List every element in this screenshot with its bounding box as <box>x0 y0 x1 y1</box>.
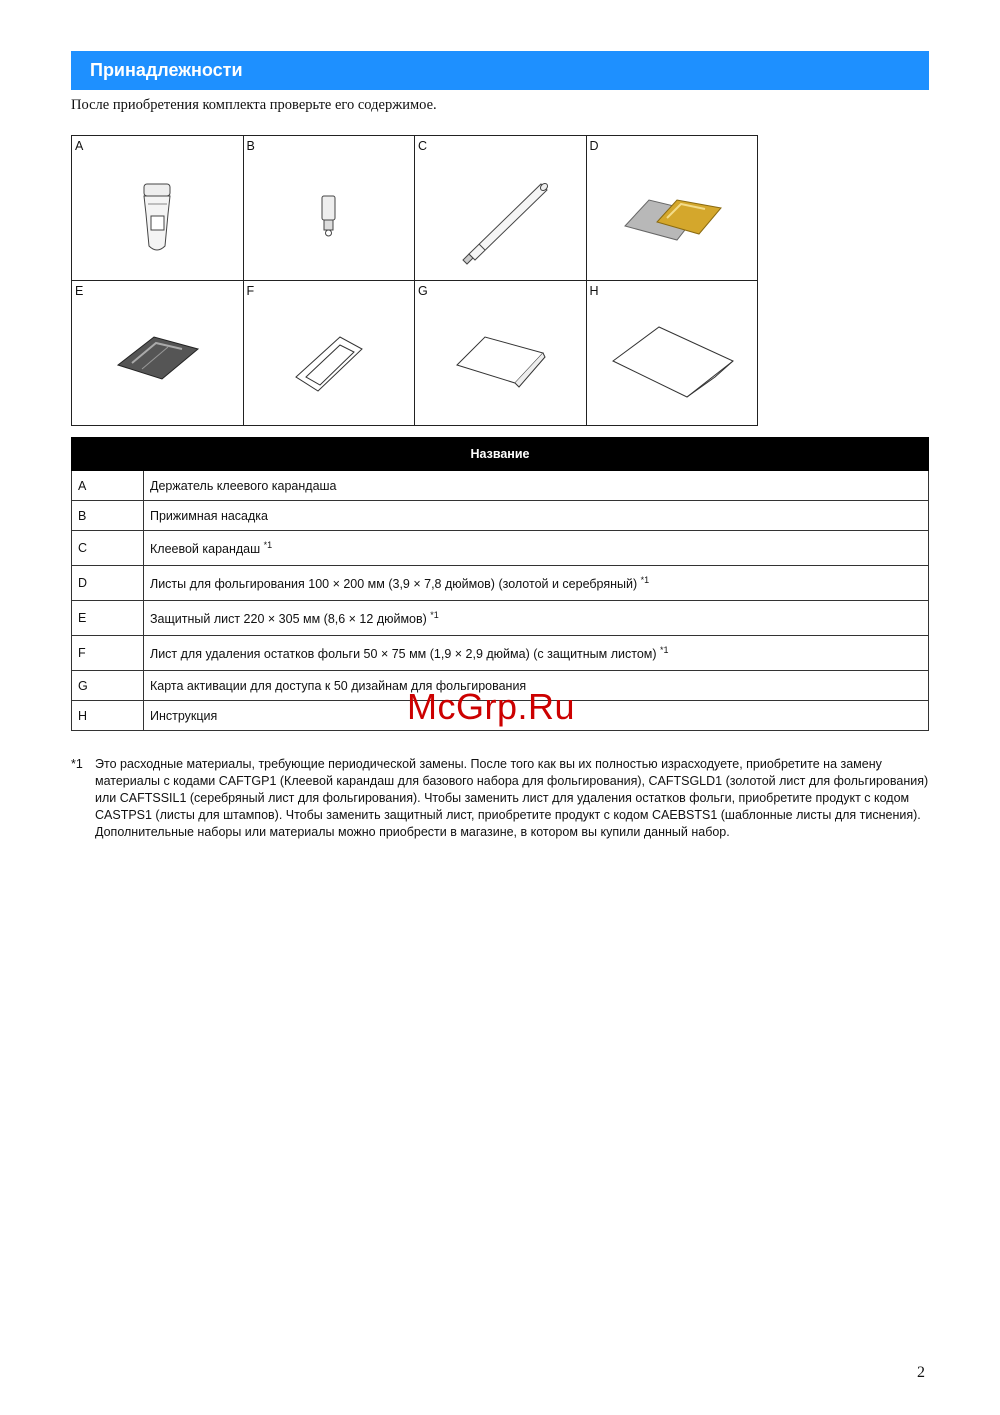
row-name: Инструкция <box>144 701 929 731</box>
grid-cell-d <box>586 136 758 281</box>
grid-cell-a <box>72 136 244 281</box>
table-row <box>72 636 929 671</box>
row-key: C <box>72 531 144 566</box>
footnote-ref: *1 <box>263 539 273 550</box>
row-name: Защитный лист 220 × 305 мм (8,6 × 12 дюймов) $^{*1}$ <box>144 601 929 636</box>
grid-label: F <box>246 284 255 298</box>
footnote-text: Это расходные материалы, требующие периодической замены. После того как вы их полностью израсходуете, приобретите на замену материалы с кодами CAFTGP1 (Клеевой карандаш для базового набора для фольгирования), CAFTSGLD1 (золотой лист для фольгирования) или CAFTSSIL1 (серебряный лист для фольгирования). Чтобы заменить лист для удаления остатков фольги, приобретите продукт с кодом CASTPS1 (листы для штампов). Чтобы заменить защитный лист, приобретите продукт с кодом CAEBSTS1 (шаблонные листы для тиснения). Дополнительные наборы или материалы можно приобрести в магазине, в котором вы купили данный набор. <box>95 757 929 839</box>
row-name: Прижимная насадка <box>144 501 929 531</box>
footnote-ref: *1 <box>640 574 650 585</box>
row-key: B <box>72 501 144 531</box>
grid-label: E <box>75 284 84 298</box>
protective-sheet-icon <box>72 299 243 423</box>
table-row <box>72 501 929 531</box>
grid-label: D <box>589 139 599 153</box>
footnote-ref: *1 <box>430 609 439 620</box>
section-title: Принадлежности <box>90 60 243 80</box>
section-banner <box>71 51 929 90</box>
grid-cell-h <box>586 281 758 426</box>
glue-pen-icon <box>415 154 586 278</box>
table-row <box>72 566 929 601</box>
grid-label: B <box>246 139 255 153</box>
row-key: F <box>72 636 144 671</box>
grid-cell-b <box>243 136 415 281</box>
foil-sheets-icon <box>587 154 758 278</box>
table-row <box>72 471 929 501</box>
row-name: Лист для удаления остатков фольги 50 × 75 мм (1,9 × 2,9 дюйма) (с защитным листом) $^{*1}$ <box>144 636 929 671</box>
row-key: D <box>72 566 144 601</box>
footnote-mark: *1 <box>71 757 83 771</box>
row-name: Держатель клеевого карандаша <box>144 471 929 501</box>
grid-label: C <box>418 139 428 153</box>
watermark: McGrp.Ru <box>407 686 576 727</box>
row-key: A <box>72 471 144 501</box>
table-header: Название <box>72 438 929 471</box>
row-name: Клеевой карандаш $^{*1}$ <box>144 531 929 566</box>
table-row <box>72 531 929 566</box>
grid-cell-e <box>72 281 244 426</box>
footnote <box>71 756 931 841</box>
manual-icon <box>587 299 758 423</box>
grid-label: H <box>589 284 599 298</box>
row-key: G <box>72 671 144 701</box>
grid-label: G <box>418 284 428 298</box>
glue-pen-holder-icon <box>72 154 243 278</box>
page-number: 2 <box>917 1364 925 1381</box>
intro-text: После приобретения комплекта проверьте его содержимое. <box>71 97 437 113</box>
table-row <box>72 601 929 636</box>
row-name: Листы для фольгирования 100 × 200 мм (3,9 × 7,8 дюймов) (золотой и серебряный) $^{*1}$ <box>144 566 929 601</box>
accessories-grid <box>71 135 758 426</box>
foil-removal-sheet-icon <box>244 299 415 423</box>
pressure-tip-icon <box>244 154 415 278</box>
row-name: Карта активации для доступа к 50 дизайнам для фольгирования <box>144 671 929 701</box>
grid-cell-g <box>415 281 587 426</box>
grid-label: A <box>75 139 84 153</box>
grid-cell-f <box>243 281 415 426</box>
activation-card-icon <box>415 299 586 423</box>
row-key: E <box>72 601 144 636</box>
grid-cell-c <box>415 136 587 281</box>
footnote-ref: *1 <box>660 644 669 655</box>
row-key: H <box>72 701 144 731</box>
